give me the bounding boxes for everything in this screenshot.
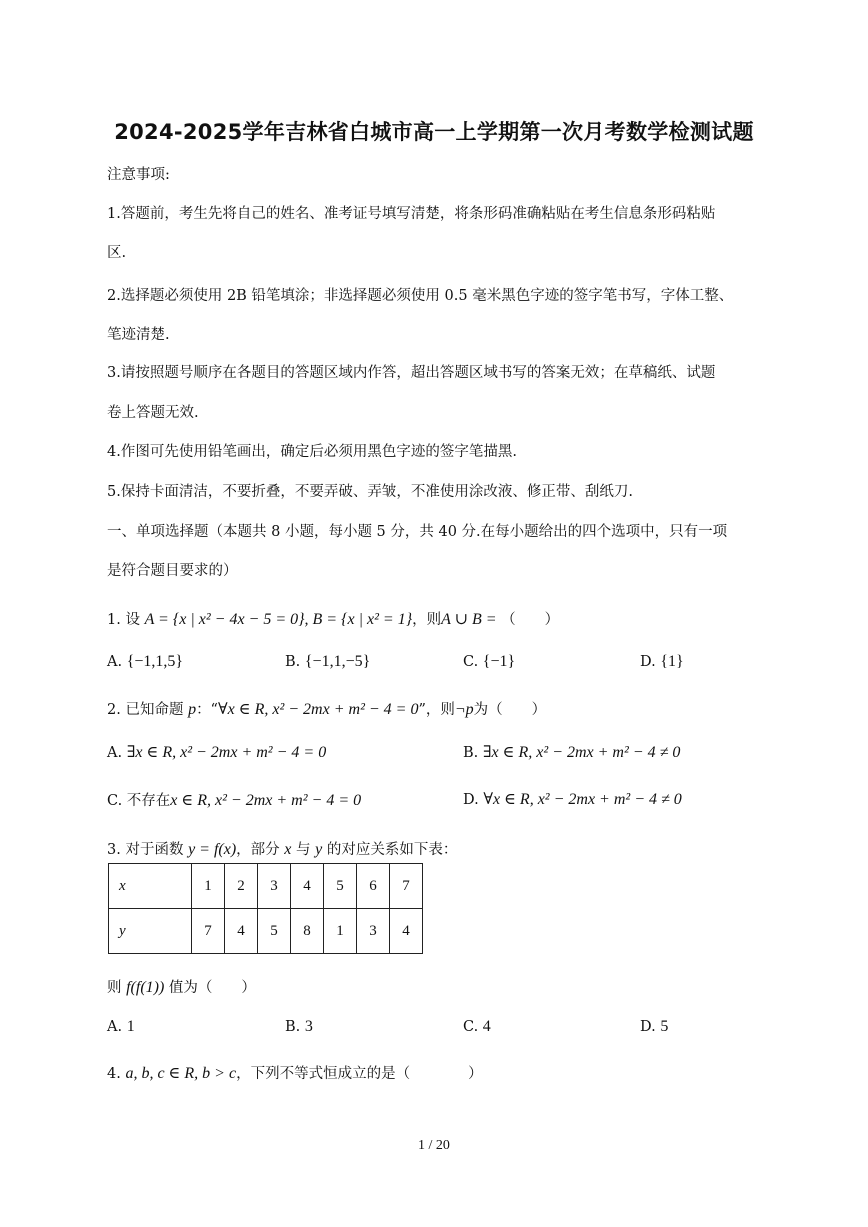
- q1-option-c: [463, 653, 515, 671]
- section-heading-line-2: 是符合题目要求的）: [107, 563, 238, 579]
- q3-ask-prefix: 则: [107, 980, 122, 996]
- table-cell: 7: [192, 909, 225, 954]
- table-cell: 8: [291, 909, 324, 954]
- option-value: {−1,1,5}: [126, 653, 184, 670]
- q3-composite-formula: f(f(1)): [126, 979, 165, 996]
- option-label: D.: [463, 792, 479, 808]
- q2-suffix: 为（ ）: [473, 702, 547, 718]
- question-1: [107, 610, 559, 630]
- table-row: [109, 909, 423, 954]
- option-value: ∃x ∈ R, x² − 2mx + m² − 4 = 0: [126, 744, 327, 761]
- option-label: B.: [463, 745, 479, 761]
- table-cell: 1: [192, 864, 225, 909]
- section-heading-line-1: 一、单项选择题（本题共 8 小题，每小题 5 分，共 40 分.在每小题给出的四个选项中，只有一项: [107, 524, 728, 540]
- option-label: A.: [107, 745, 123, 761]
- option-prefix-text: 不存在: [126, 793, 171, 809]
- option-label: D.: [640, 654, 656, 670]
- document-title: 2024-2025学年吉林省白城市高一上学期第一次月考数学检测试题: [114, 120, 754, 144]
- q2-colon: ：“: [196, 702, 218, 718]
- table-cell: 3: [357, 909, 390, 954]
- q1-suffix: ，则: [412, 612, 442, 628]
- question-4: [107, 1064, 483, 1084]
- option-label: B.: [285, 1019, 301, 1035]
- option-value: 4: [482, 1018, 491, 1035]
- option-value: {1}: [660, 653, 684, 670]
- q4-condition-formula: a, b, c ∈ R, b > c: [125, 1065, 237, 1082]
- q3-option-d: [640, 1018, 668, 1036]
- notice-heading: 注意事项:: [107, 167, 170, 183]
- table-cell: 4: [390, 909, 423, 954]
- table-cell: 1: [324, 909, 357, 954]
- q2-option-b: [463, 742, 680, 762]
- q3-function-formula: y = f(x): [188, 841, 237, 858]
- q2-p-symbol: p: [188, 701, 197, 718]
- q1-option-a: [107, 653, 183, 671]
- q3-ask-suffix: 值为（ ）: [168, 980, 256, 996]
- q3-mid-1: ，部分: [236, 842, 280, 858]
- notice-item-3a: 3.请按照题号顺序在各题目的答题区域内作答，超出答题区域书写的答案无效；在草稿纸、试题: [107, 365, 716, 381]
- q2-close: ”，则: [418, 702, 455, 718]
- option-label: C.: [107, 793, 123, 809]
- q3-option-b: [285, 1018, 313, 1036]
- option-label: C.: [463, 654, 479, 670]
- notice-item-4: 4.作图可先使用铅笔画出，确定后必须用黑色字迹的签字笔描黑.: [107, 444, 517, 460]
- option-value: 5: [660, 1018, 669, 1035]
- q3-option-a: [107, 1018, 135, 1036]
- table-cell: 6: [357, 864, 390, 909]
- notice-item-2a: 2.选择题必须使用 2B 铅笔填涂；非选择题必须使用 0.5 毫米黑色字迹的签字笔书写，字体工整、: [107, 288, 734, 304]
- table-cell: 4: [225, 909, 258, 954]
- q2-option-c: [107, 789, 361, 810]
- q3-y-symbol: y: [315, 841, 323, 858]
- option-value: ∀x ∈ R, x² − 2mx + m² − 4 ≠ 0: [483, 791, 682, 808]
- option-value: {−1,1,−5}: [304, 653, 371, 670]
- q4-prefix: 4.: [107, 1066, 121, 1082]
- option-label: D.: [640, 1019, 656, 1035]
- option-value: {−1}: [482, 653, 516, 670]
- q2-prefix: 2. 已知命题: [107, 702, 184, 718]
- q1-prefix: 1. 设: [107, 612, 140, 628]
- table-cell: 7: [390, 864, 423, 909]
- notice-item-2b: 笔迹清楚.: [107, 327, 170, 343]
- q2-proposition-formula: ∀x ∈ R, x² − 2mx + m² − 4 = 0: [217, 701, 419, 718]
- notice-item-1a: 1.答题前，考生先将自己的姓名、准考证号填写清楚，将条形码准确粘贴在考生信息条形码粘贴: [107, 206, 716, 222]
- table-cell: 5: [258, 909, 291, 954]
- option-label: A.: [107, 654, 123, 670]
- q2-option-d: [463, 789, 682, 809]
- q1-option-b: [285, 653, 370, 671]
- q3-x-symbol: x: [284, 841, 292, 858]
- q3-prefix: 3. 对于函数: [107, 842, 184, 858]
- q3-question-line: [107, 978, 256, 998]
- q4-suffix: ，下列不等式恒成立的是（ ）: [236, 1066, 483, 1082]
- notice-item-3b: 卷上答题无效.: [107, 405, 199, 421]
- option-label: A.: [107, 1019, 123, 1035]
- q2-not-p-symbol: ¬p: [454, 701, 474, 718]
- q3-suffix: 的对应关系如下表：: [326, 842, 458, 858]
- q1-union-formula: A ∪ B =: [441, 611, 497, 628]
- option-label: B.: [285, 654, 301, 670]
- table-cell: 4: [291, 864, 324, 909]
- page-number: 1 / 20: [418, 1138, 450, 1153]
- question-3: [107, 840, 457, 860]
- table-row: [109, 864, 423, 909]
- notice-item-5: 5.保持卡面清洁，不要折叠，不要弄破、弄皱，不准使用涂改液、修正带、刮纸刀.: [107, 484, 633, 500]
- notice-item-1b: 区.: [107, 245, 127, 261]
- table-row-label-y: y: [109, 909, 192, 954]
- q3-value-table: [108, 863, 423, 954]
- table-row-label-x: x: [109, 864, 192, 909]
- q1-answer-paren: （ ）: [501, 612, 560, 628]
- q3-mid-2: 与: [296, 842, 311, 858]
- option-value: 1: [126, 1018, 135, 1035]
- q1-sets-formula: A = {x | x² − 4x − 5 = 0}, B = {x | x² = 1}: [144, 611, 413, 628]
- question-2: [107, 700, 546, 720]
- table-cell: 3: [258, 864, 291, 909]
- table-cell: 5: [324, 864, 357, 909]
- option-value: ∃x ∈ R, x² − 2mx + m² − 4 ≠ 0: [482, 744, 681, 761]
- option-value: 3: [304, 1018, 313, 1035]
- q1-option-d: [640, 653, 684, 671]
- option-value: x ∈ R, x² − 2mx + m² − 4 = 0: [170, 792, 362, 809]
- table-cell: 2: [225, 864, 258, 909]
- option-label: C.: [463, 1019, 479, 1035]
- q2-option-a: [107, 742, 326, 762]
- q3-option-c: [463, 1018, 491, 1036]
